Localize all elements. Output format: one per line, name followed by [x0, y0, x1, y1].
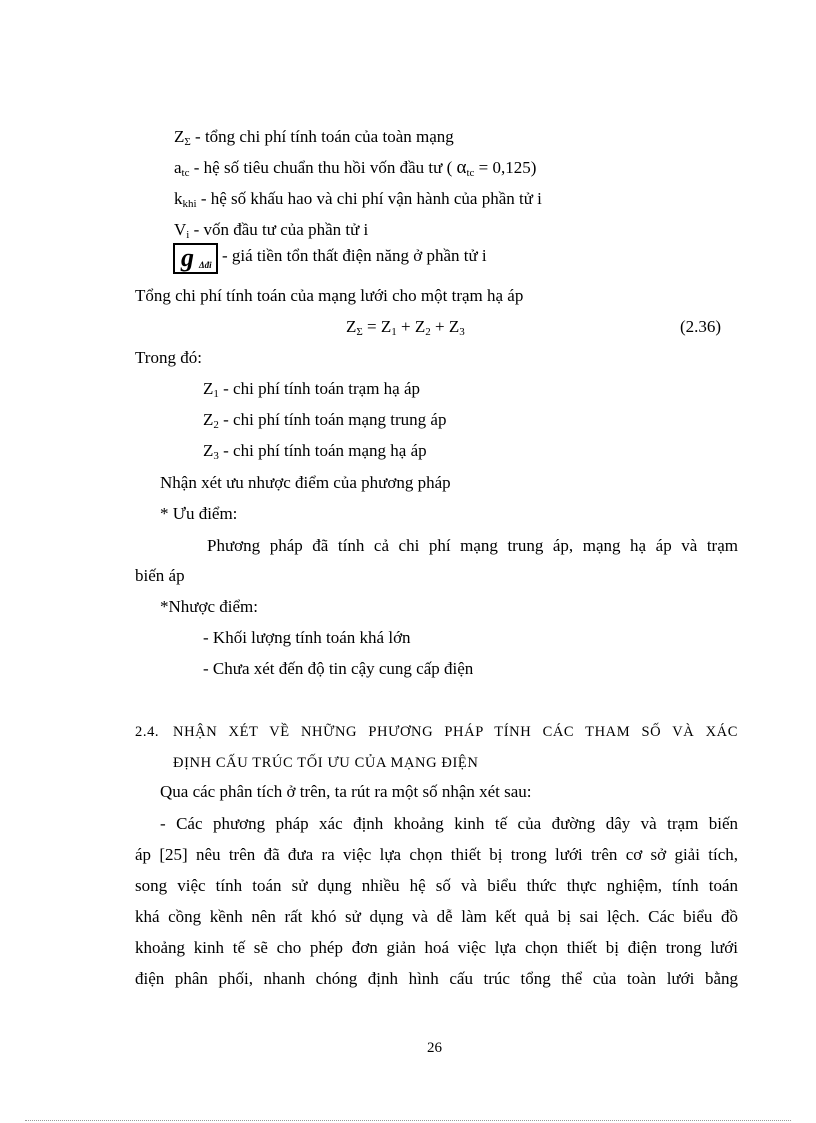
subscript: tc: [181, 167, 190, 179]
subscript: 3: [213, 450, 219, 462]
definition-text: - tổng chi phí tính toán của toàn mạng: [190, 127, 454, 146]
definition-text: - hệ số khấu hao và chi phí vận hành của phần tử i: [196, 189, 542, 208]
section-title-line-1: NHẬN XÉT VỀ NHỮNG PHƯƠNG PHÁP TÍNH CÁC THAM SỐ VÀ XÁC: [173, 724, 738, 740]
assessment-heading: Nhận xét ưu nhược điểm của phương pháp: [160, 473, 451, 492]
term-text: - chi phí tính toán mạng hạ áp: [218, 441, 427, 460]
total-intro: Tổng chi phí tính toán của mạng lưới cho một trạm hạ áp: [135, 286, 524, 305]
where-label: Trong đó:: [135, 348, 202, 367]
equation-number: (2.36): [680, 317, 722, 336]
pros-line-2: biến áp: [135, 566, 185, 585]
subscript: 1: [213, 388, 219, 400]
paragraph-line: khá cồng kềnh nên rất khó sử dụng và dễ làm kết quả bị sai lệch. Các biểu đồ: [135, 907, 738, 926]
def-a-tc: [174, 157, 536, 179]
paragraph-line: khoảng kinh tế sẽ cho phép đơn giản hoá việc lựa chọn thiết bị điện trong lưới: [135, 938, 738, 957]
cons-item: - Chưa xét đến độ tin cậy cung cấp điện: [203, 659, 474, 678]
formula-lhs: Z: [346, 317, 357, 336]
symbol: a: [174, 158, 182, 177]
subscript: Σ: [356, 326, 363, 338]
def-v-i: [174, 219, 368, 241]
intro-line: Qua các phân tích ở trên, ta rút ra một số nhận xét sau:: [160, 782, 532, 801]
pros-line-1: Phương pháp đã tính cả chi phí mạng trung áp, mạng hạ áp và trạm: [207, 536, 738, 555]
pros-label: * Ưu điểm:: [160, 504, 238, 523]
cons-label: *Nhược điểm:: [160, 597, 258, 616]
alpha-value: = 0,125): [474, 158, 537, 177]
term-text: - chi phí tính toán mạng trung áp: [218, 410, 447, 429]
page-number: 26: [427, 1040, 442, 1056]
g-subscript: Δđi: [199, 260, 212, 270]
subscript: 2: [425, 326, 431, 338]
subscript: tc: [466, 167, 475, 179]
symbol: Z: [203, 441, 214, 460]
term-z2: [203, 409, 446, 431]
subscript: Σ: [184, 136, 191, 148]
definition-text: - hệ số tiêu chuẩn thu hồi vốn đầu tư (: [189, 158, 457, 177]
def-g-text: - giá tiền tổn thất điện năng ở phần tử i: [222, 246, 487, 265]
symbol: Z: [203, 410, 214, 429]
subscript: 1: [391, 326, 397, 338]
section-number: 2.4.: [135, 724, 160, 740]
formula-term: + Z: [430, 317, 460, 336]
paragraph-line: - Các phương pháp xác định khoảng kinh tế của đường dây và trạm biến: [160, 814, 738, 833]
alpha-symbol: α: [456, 157, 467, 178]
symbol: k: [174, 189, 183, 208]
formula-term: = Z: [362, 317, 392, 336]
cons-item: - Khối lượng tính toán khá lớn: [203, 628, 411, 647]
g-symbol: g: [181, 243, 194, 272]
paragraph-line: điện phân phối, nhanh chóng định hình cấu trúc tổng thể của toàn lưới bằng: [135, 969, 738, 988]
paragraph-line: song việc tính toán sử dụng nhiều hệ số và biểu thức thực nghiệm, tính toán: [135, 876, 738, 895]
term-z1: [203, 378, 420, 400]
page-border-rule: [25, 1120, 791, 1121]
formula-term: + Z: [396, 317, 426, 336]
subscript: 2: [213, 419, 219, 431]
g-delta-symbol-box: [173, 243, 218, 274]
term-z3: [203, 440, 427, 462]
symbol: V: [174, 220, 187, 239]
formula-2-36: [346, 316, 465, 338]
symbol: Z: [203, 379, 214, 398]
paragraph-line: áp [25] nêu trên đã đưa ra việc lựa chọn thiết bị trong lưới trên cơ sở giải tích,: [135, 845, 738, 864]
def-z-sigma: [174, 126, 454, 148]
definition-text: - vốn đầu tư của phần tử i: [189, 220, 369, 239]
symbol: Z: [174, 127, 185, 146]
subscript: 3: [459, 326, 465, 338]
section-title-line-2: ĐỊNH CẤU TRÚC TỐI ƯU CỦA MẠNG ĐIỆN: [173, 755, 479, 771]
subscript: i: [186, 229, 190, 241]
term-text: - chi phí tính toán trạm hạ áp: [218, 379, 421, 398]
subscript: khi: [182, 198, 197, 210]
def-k-khi: [174, 188, 542, 210]
